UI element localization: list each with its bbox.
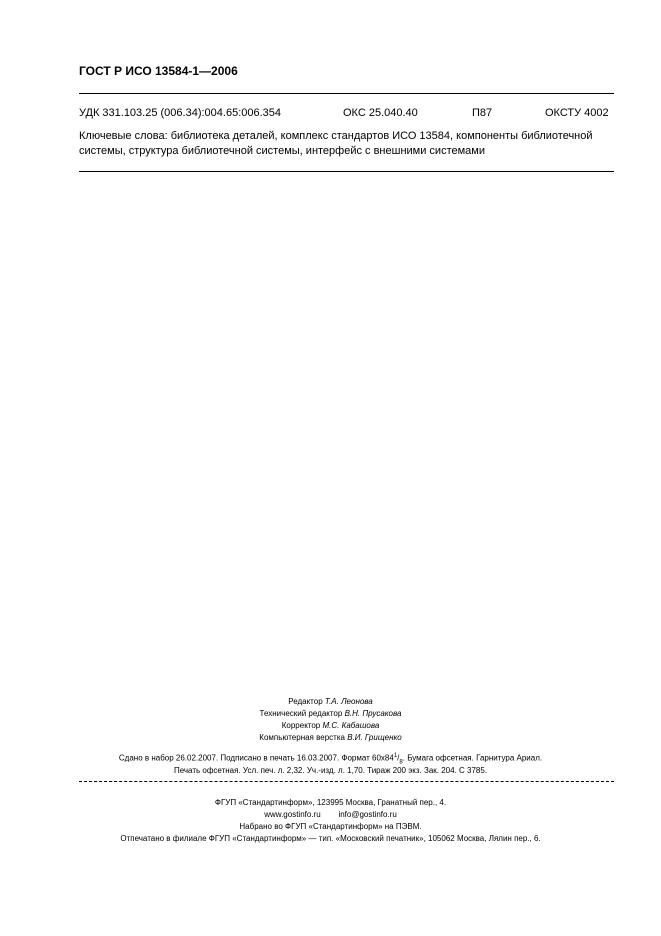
group-code: П87 <box>472 107 493 119</box>
imprint-divider <box>79 781 614 782</box>
credit-role: Компьютерная верстка <box>259 733 345 742</box>
imprint-line-2: Печать офсетная. Усл. печ. л. 2,32. Уч.-изд. л. 1,70. Тираж 200 экз. Зак. 204. С 3785. <box>173 766 488 775</box>
publisher-printed: Отпечатано в филиале ФГУП «Стандартинформ» — тип. «Московский печатник», 105062 Москва, Лялин пер., 6. <box>120 834 541 843</box>
credit-role: Корректор <box>281 721 321 730</box>
publisher-site: www.gostinfo.ru <box>264 810 321 819</box>
publisher-email: info@gostinfo.ru <box>338 810 397 819</box>
publisher-typeset: Набрано во ФГУП «Стандартинформ» на ПЭВМ. <box>239 822 422 831</box>
credit-name: М.С. Кабашова <box>322 721 380 730</box>
keywords: Ключевые слова: библиотека деталей, комплекс стандартов ИСО 13584, компоненты библиотечной системы, структура библиотечной системы, интерфейс с внешними системами <box>79 130 593 157</box>
publisher-address: ФГУП «Стандартинформ», 123995 Москва, Гранатный пер., 4. <box>214 798 447 807</box>
imprint-format-sub: 8 <box>399 759 403 766</box>
credit-name: Т.А. Леонова <box>324 697 373 706</box>
credit-role: Редактор <box>288 697 323 706</box>
publisher-contacts <box>0 809 661 821</box>
credit-name: В.Н. Прусакова <box>344 709 402 718</box>
imprint-format-sup: 1 <box>393 753 398 759</box>
credit-role: Технический редактор <box>259 709 343 718</box>
credit-tech-editor <box>0 708 661 720</box>
imprint-line-1: Сдано в набор 26.02.2007. Подписано в печать 16.03.2007. Формат $60х84^1/_8$. Бумага офсетная. Гарнитура Ариал. <box>118 753 543 766</box>
imprint-text: . Бумага офсетная. Гарнитура Ариал. <box>402 753 543 763</box>
imprint-text: Сдано в набор 26.02.2007. Подписано в печать 16.03.2007. Формат 60х84 <box>118 753 394 763</box>
top-divider <box>79 93 614 94</box>
credit-name: В.И. Грищенко <box>347 733 402 742</box>
oks-code: ОКС 25.040.40 <box>343 107 418 119</box>
credit-editor <box>0 696 661 708</box>
credit-layout <box>0 732 661 744</box>
keywords-divider <box>79 171 614 172</box>
udk-code: УДК 331.103.25 (006.34):004.65:006.354 <box>79 107 282 119</box>
standard-designation: ГОСТ Р ИСО 13584-1—2006 <box>79 64 238 78</box>
okstu-code: ОКСТУ 4002 <box>545 107 609 119</box>
credit-proofreader <box>0 720 661 732</box>
